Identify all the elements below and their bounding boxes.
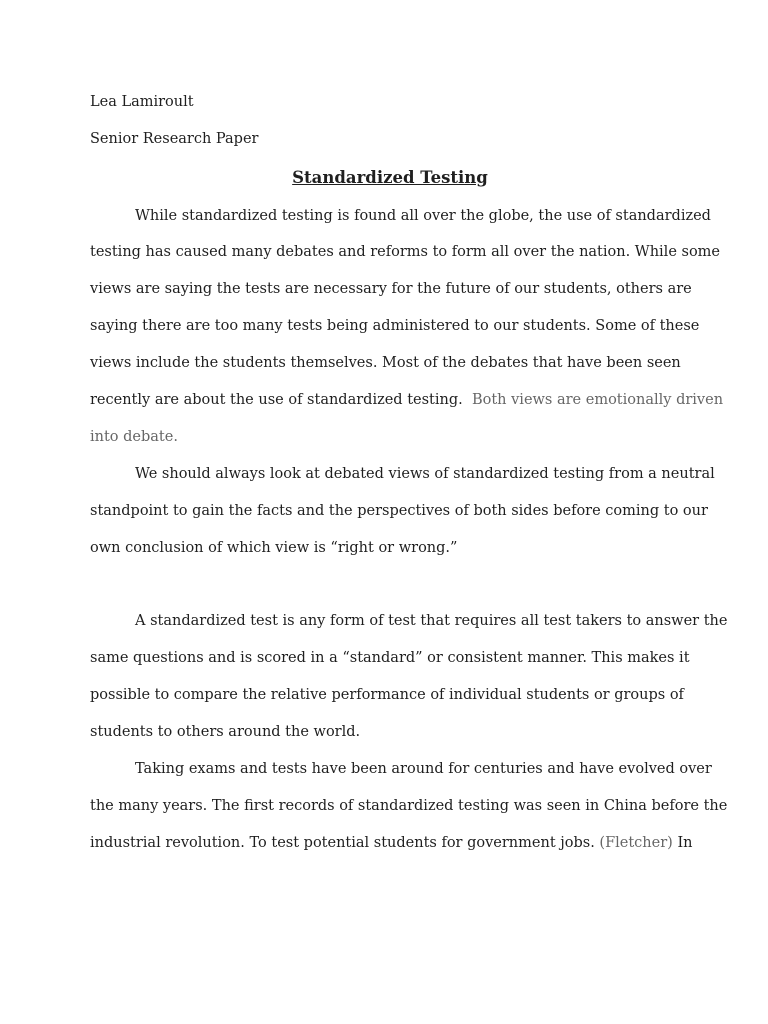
paragraph-intro <box>90 198 724 456</box>
paragraph-line <box>90 825 693 862</box>
paragraph-line: possible to compare the relative performance of individual students or groups of <box>90 687 684 704</box>
paragraph-text: In <box>677 834 693 851</box>
paragraph-line: same questions and is scored in a “standard” or consistent manner. This makes it <box>90 650 690 667</box>
course-title: Senior Research Paper <box>90 130 259 147</box>
author-name: Lea Lamiroult <box>90 94 194 110</box>
paragraph-text: industrial revolution. To test potential students for government jobs. <box>90 834 595 851</box>
paragraph-line: We should always look at debated views of standardized testing from a neutral <box>135 465 715 482</box>
paragraph-line: standpoint to gain the facts and the perspectives of both sides before coming to our <box>90 502 708 519</box>
paragraph-line: own conclusion of which view is “right or wrong.” <box>90 539 458 556</box>
paragraph-line <box>90 382 724 419</box>
paragraph-history <box>90 751 728 862</box>
blank-line <box>90 567 690 604</box>
thesis-text: into debate. <box>90 428 178 445</box>
paragraph-line: While standardized testing is found all over the globe, the use of standardized <box>135 207 711 224</box>
thesis-text: Both views are emotionally driven <box>471 392 724 409</box>
paragraph-line: the many years. The first records of standardized testing was seen in China before the <box>90 797 728 814</box>
paragraph-text: recently are about the use of standardized testing. <box>90 392 463 409</box>
document-body <box>90 84 728 862</box>
paragraph-neutral-view <box>90 456 715 567</box>
paragraph-line: Taking exams and tests have been around for centuries and have evolved over <box>135 760 712 777</box>
paragraph-line: A standardized test is any form of test that requires all test takers to answer the <box>135 613 728 630</box>
paragraph-definition <box>90 603 728 751</box>
paper-title: Standardized Testing <box>292 167 488 187</box>
paragraph-line: views are saying the tests are necessary for the future of our students, others are <box>90 281 692 298</box>
paragraph-line: saying there are too many tests being administered to our students. Some of these <box>90 318 700 335</box>
paragraph-line: students to others around the world. <box>90 724 361 741</box>
paragraph-line: testing has caused many debates and reforms to form all over the nation. While some <box>90 244 721 261</box>
citation: (Fletcher) <box>599 834 673 851</box>
paragraph-line: views include the students themselves. Most of the debates that have been seen <box>90 355 681 372</box>
